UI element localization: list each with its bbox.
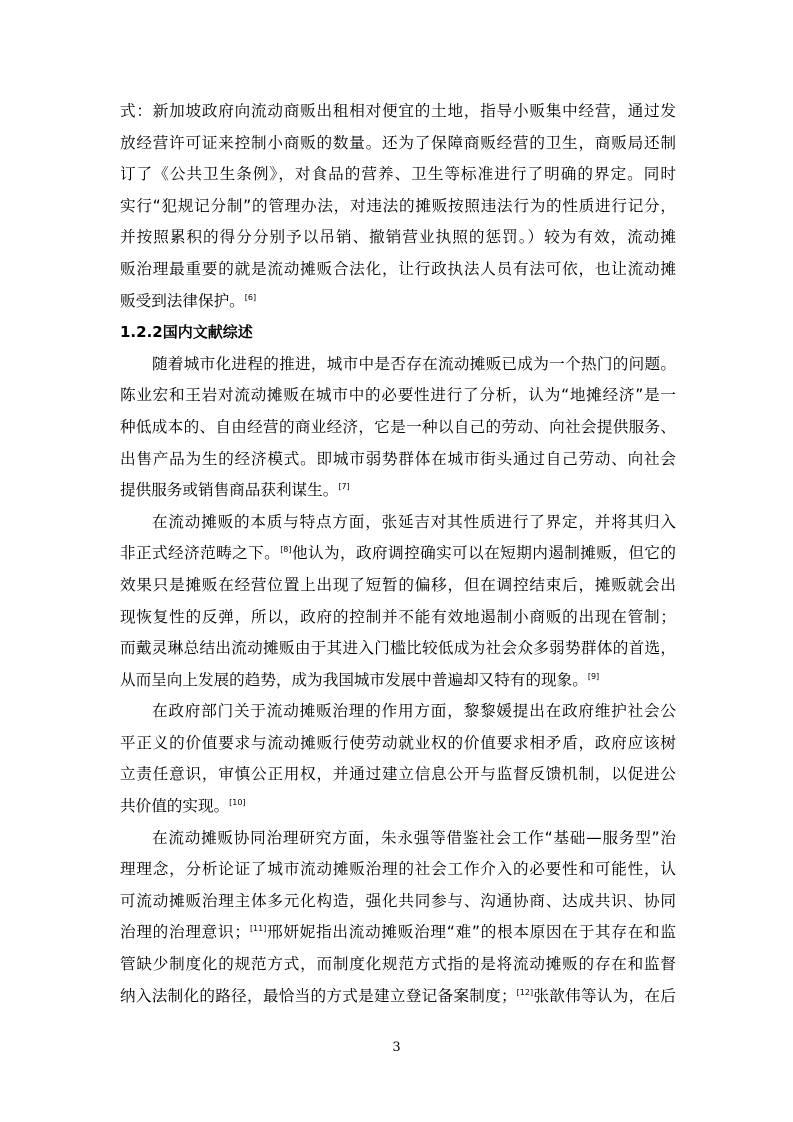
line-text: 平正义的价值要求与流动摊贩行使劳动就业权的价值要求相矛盾，政府应该树 xyxy=(120,733,676,752)
text-line xyxy=(120,823,676,855)
line-text: 贩治理最重要的就是流动摊贩合法化，让行政执法人员有法可依，也让流动摊 xyxy=(120,259,676,278)
document-body xyxy=(120,96,676,1012)
line-text: 随着城市化进程的推进，城市中是否存在流动摊贩已成为一个热门的问题。 xyxy=(152,354,676,373)
text-line xyxy=(120,507,676,539)
paragraph xyxy=(120,349,676,507)
line-text: 出售产品为生的经济模式。即城市弱势群体在城市街头通过自己劳动、向社会 xyxy=(120,449,676,468)
line-text: 陈业宏和王岩对流动摊贩在城市中的必要性进行了分析，认为“地摊经济”是一 xyxy=(120,386,676,405)
line-text: 式：新加坡政府向流动商贩出租相对便宜的土地，指导小贩集中经营，通过发 xyxy=(120,102,676,120)
line-text: 订了《公共卫生条例》，对食品的营养、卫生等标准进行了明确的界定。同时 xyxy=(120,165,676,184)
text-line xyxy=(120,475,676,507)
line-text: 种低成本的、自由经营的商业经济，它是一种以自己的劳动、向社会提供服务、 xyxy=(120,417,676,436)
page-number: 3 xyxy=(392,1040,401,1055)
text-line xyxy=(120,696,676,728)
text-line xyxy=(120,759,676,791)
citation-marker: [7] xyxy=(338,482,350,492)
line-text: 他认为，政府调控确实可以在短期内遏制摊贩，但它的 xyxy=(291,544,676,563)
text-line xyxy=(120,917,676,949)
text-line xyxy=(120,412,676,444)
text-line xyxy=(120,286,676,318)
line-text: 从而呈向上发展的趋势，成为我国城市发展中普遍却又特有的现象。 xyxy=(120,670,588,689)
text-line xyxy=(120,349,676,381)
line-text: 现恢复性的反弹，所以，政府的控制并不能有效地遏制小商贩的出现在管制； xyxy=(120,607,676,626)
line-text: 贩受到法律保护。 xyxy=(120,291,245,310)
citation-marker: [12] xyxy=(516,987,534,997)
line-text: 邢妍妮指出流动摊贩治理“难”的根本原因在于其存在和监 xyxy=(266,923,676,942)
line-text: 立责任意识，审慎公正用权，并通过建立信息公开与监督反馈机制，以促进公 xyxy=(120,765,676,784)
text-line xyxy=(120,96,676,128)
line-text: 提供服务或销售商品获利谋生。 xyxy=(120,481,339,500)
text-line xyxy=(120,981,676,1013)
citation-marker: [8] xyxy=(280,545,292,555)
line-text: 共价值的实现。 xyxy=(120,797,230,816)
line-text: 治理的治理意识； xyxy=(120,923,250,942)
text-line xyxy=(120,633,676,665)
paragraph xyxy=(120,823,676,1013)
text-line xyxy=(120,254,676,286)
line-text: 实行“犯规记分制”的管理办法，对违法的摊贩按照违法行为的性质进行记分， xyxy=(120,196,676,215)
citation-marker: [9] xyxy=(587,671,600,681)
line-text: 并按照累积的得分分别予以吊销、撤销营业执照的惩罚。）较为有效，流动摊 xyxy=(120,228,676,247)
section-heading: 1.2.2国内文献综述 xyxy=(120,323,253,342)
line-text: 在流动摊贩协同治理研究方面，朱永强等借鉴社会工作“基础—服务型”治 xyxy=(152,828,676,847)
line-text: 管缺少制度化的规范方式，而制度化规范方式指的是将流动摊贩的存在和监督 xyxy=(120,955,676,974)
text-line xyxy=(120,570,676,602)
citation-marker: [10] xyxy=(229,798,246,808)
citation-marker: [6] xyxy=(244,292,257,302)
line-text: 可流动摊贩治理主体多元化构造，强化共同参与、沟通协商、达成共识、协同 xyxy=(120,891,676,910)
line-text: 在流动摊贩的本质与特点方面，张延吉对其性质进行了界定，并将其归入 xyxy=(152,512,676,531)
paragraph xyxy=(120,96,676,317)
line-text: 张歆伟等认为，在后 xyxy=(533,986,676,1005)
text-line xyxy=(120,222,676,254)
text-line xyxy=(120,444,676,476)
text-line xyxy=(120,380,676,412)
line-text: 效果只是摊贩在经营位置上出现了短暂的偏移，但在调控结束后，摊贩就会出 xyxy=(120,575,676,594)
text-line xyxy=(120,791,676,823)
text-line xyxy=(120,949,676,981)
text-line xyxy=(120,665,676,697)
text-line xyxy=(120,602,676,634)
text-line xyxy=(120,191,676,223)
line-text: 纳入法制化的路径，最恰当的方式是建立登记备案制度； xyxy=(120,986,517,1005)
paragraph xyxy=(120,507,676,697)
text-line xyxy=(120,854,676,886)
line-text: 而戴灵琳总结出流动摊贩由于其进入门槛比较低成为社会众多弱势群体的首选， xyxy=(120,639,676,658)
line-text: 放经营许可证来控制小商贩的数量。还为了保障商贩经营的卫生，商贩局还制 xyxy=(120,133,676,152)
text-line xyxy=(120,886,676,918)
line-text: 非正式经济范畴之下。 xyxy=(120,544,281,563)
text-line xyxy=(120,128,676,160)
line-text: 理理念，分析论证了城市流动摊贩治理的社会工作介入的必要性和可能性，认 xyxy=(120,860,676,879)
citation-marker: [11] xyxy=(249,924,267,934)
text-line xyxy=(120,159,676,191)
text-line xyxy=(120,538,676,570)
paragraph xyxy=(120,696,676,822)
line-text: 在政府部门关于流动摊贩治理的作用方面，黎黎媛提出在政府维护社会公 xyxy=(152,702,676,721)
text-line xyxy=(120,728,676,760)
